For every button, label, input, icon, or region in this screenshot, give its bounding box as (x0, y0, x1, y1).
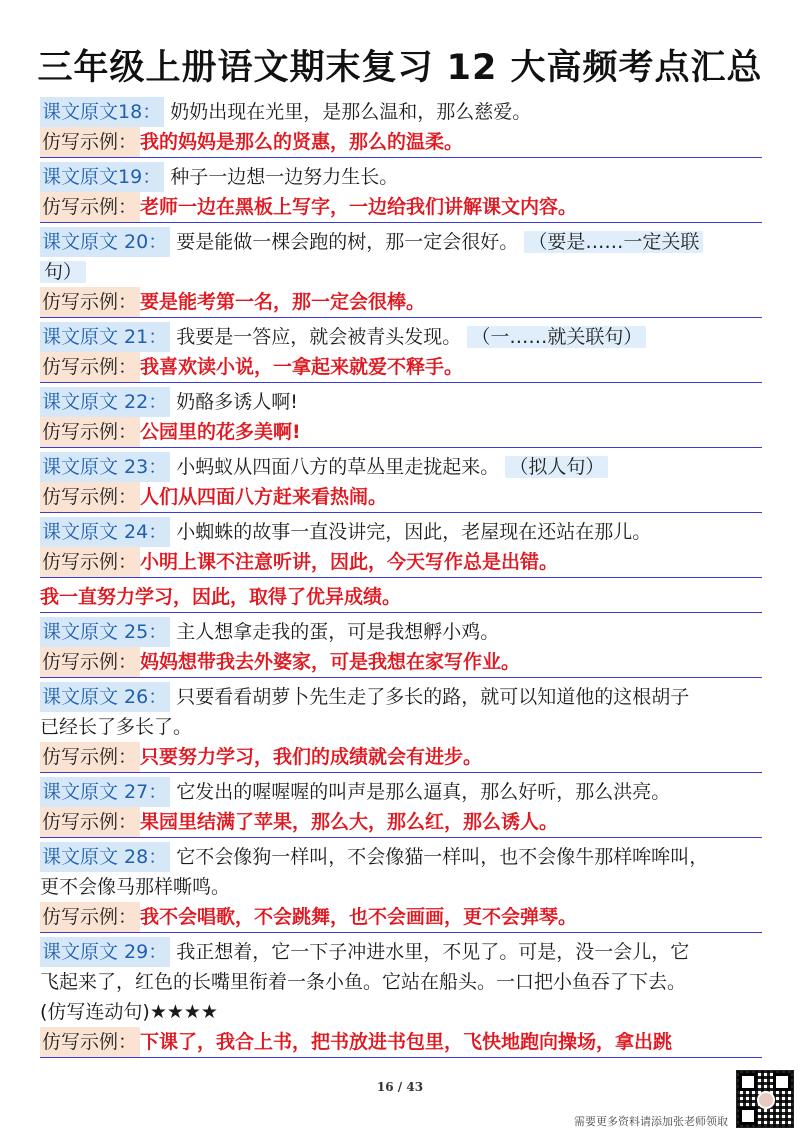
original-text-row (40, 682, 762, 712)
example-label: 仿写示例： (40, 547, 140, 577)
original-text: 奶奶出现在光里，是那么温和，那么慈爱。 (170, 101, 532, 123)
example-text: 下课了，我合上书，把书放进书包里，飞快地跑向操场，拿出跳 (140, 1031, 673, 1053)
avatar (757, 1091, 775, 1109)
original-text: 它发出的喔喔喔的叫声是那么逼真，那么好听，那么洪亮。 (176, 781, 671, 803)
original-label (40, 617, 170, 647)
continuation-text: 飞起来了，红色的长嘴里衔着一条小鱼。它站在船头。一口把小鱼吞了下去。 (40, 971, 687, 993)
original-text: 只要看看胡萝卜先生走了多长的路，就可以知道他的这根胡子 (176, 686, 690, 708)
qr-code-icon[interactable] (736, 1070, 794, 1128)
example-text: 我不会唱歌，不会跳舞，也不会画画，更不会弹琴。 (140, 906, 578, 928)
original-text-continuation (40, 967, 762, 997)
original-label (40, 322, 170, 352)
original-text-continuation (40, 872, 762, 902)
example-text: 要是能考第一名，那一定会很棒。 (140, 291, 426, 313)
original-text: 小蚂蚁从四面八方的草丛里走拢起来。 (176, 456, 500, 478)
example-text: 公园里的花多美啊! (140, 421, 301, 443)
lesson-number: 22： (118, 391, 168, 413)
example-label: 仿写示例： (40, 417, 140, 447)
example-label: 仿写示例： (40, 192, 140, 222)
example-row (40, 647, 762, 678)
example-label: 仿写示例： (40, 902, 140, 932)
original-label-text: 课文原文 (42, 326, 119, 348)
example-label: 仿写示例： (40, 742, 140, 772)
example-row (40, 547, 762, 578)
lesson-number: 26： (118, 686, 168, 708)
original-label (40, 452, 170, 482)
example-row (40, 902, 762, 933)
example-text: 果园里结满了苹果，那么大，那么红，那么诱人。 (140, 811, 559, 833)
example-text: 小明上课不注意听讲，因此，今天写作总是出错。 (140, 551, 559, 573)
original-label-text: 课文原文 (42, 686, 119, 708)
original-label-text: 课文原文 (42, 846, 119, 868)
original-label-text: 课文原文 (42, 521, 119, 543)
example-row (40, 742, 762, 773)
original-text-continuation (40, 257, 762, 287)
original-label (40, 97, 164, 127)
sentence-type-note: （一……就关联句） (467, 326, 646, 348)
original-label (40, 387, 170, 417)
original-text-row (40, 162, 762, 192)
lesson-number: 23： (118, 456, 168, 478)
example-text: 只要努力学习，我们的成绩就会有进步。 (140, 746, 483, 768)
continuation-text: 更不会像马那样嘶鸣。 (40, 876, 231, 898)
lesson-number: 29： (118, 941, 168, 963)
example-text: 老师一边在黑板上写字，一边给我们讲解课文内容。 (140, 196, 578, 218)
lesson-number: 20： (118, 231, 168, 253)
lesson-number: 24： (118, 521, 168, 543)
example-row (40, 352, 762, 383)
original-text-continuation: (仿写连动句)★★★★ (40, 1001, 218, 1023)
original-text-row (40, 617, 762, 647)
sentence-type-note: （拟人句） (505, 456, 608, 478)
continuation-text: 已经长了多长了。 (40, 716, 193, 738)
example-row (40, 482, 762, 513)
footer-note: 需要更多资料请添加张老师领取 (574, 1115, 728, 1128)
example-row (40, 807, 762, 838)
original-label (40, 682, 170, 712)
lesson-number: 19： (118, 166, 162, 188)
original-label (40, 517, 170, 547)
original-text-row (40, 937, 762, 967)
sentence-type-note: （要是……一定关联 (524, 231, 703, 253)
original-text: 我要是一答应，就会被青头发现。 (176, 326, 462, 348)
original-label (40, 842, 170, 872)
example-extra-text: 我一直努力学习，因此，取得了优异成绩。 (40, 582, 762, 613)
example-label: 仿写示例： (40, 127, 140, 157)
original-label (40, 162, 164, 192)
original-text-row (40, 322, 762, 352)
original-label-text: 课文原文 (42, 781, 119, 803)
example-label: 仿写示例： (40, 287, 140, 317)
original-label-text: 课文原文 (42, 101, 119, 123)
original-label (40, 937, 170, 967)
example-row (40, 127, 762, 158)
continuation-text: 句） (40, 261, 86, 283)
page-number: 16 / 43 (376, 1080, 424, 1094)
original-text: 它不会像狗一样叫，不会像猫一样叫，也不会像牛那样哞哞叫， (176, 846, 709, 868)
original-text-row (40, 452, 762, 482)
example-text: 妈妈想带我去外婆家，可是我想在家写作业。 (140, 651, 521, 673)
original-text: 我正想着，它一下子冲进水里，不见了。可是，没一会儿，它 (176, 941, 690, 963)
original-label (40, 227, 170, 257)
lesson-number: 21： (118, 326, 168, 348)
example-label: 仿写示例： (40, 1027, 140, 1057)
original-text-row (40, 517, 762, 547)
lesson-number: 28： (118, 846, 168, 868)
example-text: 我的妈妈是那么的贤惠，那么的温柔。 (140, 131, 464, 153)
example-label: 仿写示例： (40, 807, 140, 837)
original-label-text: 课文原文 (42, 456, 119, 478)
example-row (40, 1027, 762, 1058)
lesson-number: 18： (118, 101, 162, 123)
original-text: 要是能做一棵会跑的树，那一定会很好。 (176, 231, 519, 253)
entries-list (40, 96, 762, 1062)
original-label (40, 777, 170, 807)
original-text-row (40, 387, 762, 417)
original-text-continuation (40, 712, 762, 742)
original-text: 种子一边想一边努力生长。 (170, 166, 399, 188)
example-row (40, 192, 762, 223)
original-text: 主人想拿走我的蛋，可是我想孵小鸡。 (176, 621, 500, 643)
original-text: 小蜘蛛的故事一直没讲完，因此，老屋现在还站在那儿。 (176, 521, 652, 543)
original-text-row (40, 227, 762, 257)
original-label-text: 课文原文 (42, 941, 119, 963)
original-label-text: 课文原文 (42, 166, 119, 188)
lesson-number: 25： (118, 621, 168, 643)
example-row (40, 287, 762, 318)
original-text-row (40, 97, 762, 127)
original-label-text: 课文原文 (42, 391, 119, 413)
example-label: 仿写示例： (40, 352, 140, 382)
example-label: 仿写示例： (40, 647, 140, 677)
original-label-text: 课文原文 (42, 621, 119, 643)
lesson-number: 27： (118, 781, 168, 803)
original-text: 奶酪多诱人啊! (176, 391, 298, 413)
original-text-row (40, 842, 762, 872)
example-text: 我喜欢读小说，一拿起来就爱不释手。 (140, 356, 464, 378)
example-text: 人们从四面八方赶来看热闹。 (140, 486, 388, 508)
page-title: 三年级上册语文期末复习 12 大高频考点汇总 (37, 48, 763, 88)
original-label-text: 课文原文 (42, 231, 119, 253)
example-label: 仿写示例： (40, 482, 140, 512)
original-text-row (40, 777, 762, 807)
example-row (40, 417, 762, 448)
